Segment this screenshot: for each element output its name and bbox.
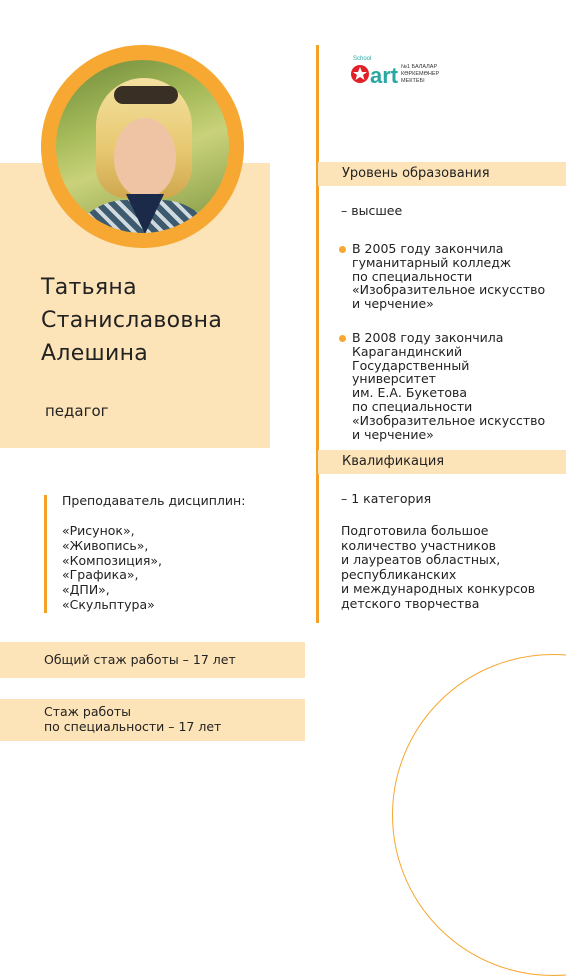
logo-art-text: art [370,63,399,88]
total-experience-text: Общий стаж работы – 17 лет [44,652,236,667]
school-logo [350,50,470,90]
qualification-header-label: Квалификация [342,454,445,469]
discipline-item: «ДПИ», [62,582,110,598]
name-line-first: Татьяна [41,275,137,300]
teacher-role: педагог [45,402,109,420]
discipline-item: «Скульптура» [62,596,155,612]
svg-text:КӨРКЕМӨНЕР: КӨРКЕМӨНЕР [401,71,440,77]
disciplines-list [62,524,162,613]
qualification-level: – 1 категория [341,491,432,506]
name-line-last: Алешина [41,341,149,366]
education-level: – высшее [341,203,403,218]
svg-text:№1 БАЛАЛАР: №1 БАЛАЛАР [401,64,438,70]
name-line-patronymic: Станиславовна [41,308,223,333]
disciplines-accent-line [44,495,47,613]
qualification-description: Подготовила большое количество участников и лауреатов областных, республиканских и международных конкурсов детского творчества [341,523,536,611]
discipline-item: «Живопись», [62,537,149,553]
specialty-experience-bar [0,699,305,741]
decorative-arc [392,654,566,976]
education-item: В 2008 году закончила Карагандинский Государственный университет им. Е.А. Букетова по специальности «Изобразительное искусство и черчение» [352,330,546,442]
total-experience-bar [0,642,305,678]
bullet-icon [339,335,346,342]
education-item: В 2005 году закончила гуманитарный колледж по специальности «Изобразительное искусство и черчение» [352,241,546,312]
discipline-item: «Рисунок», [62,523,135,538]
qualification-header [318,450,566,474]
svg-text:МЕКТЕБІ: МЕКТЕБІ [401,78,425,84]
discipline-item: «Графика», [62,567,139,583]
discipline-item: «Композиция», [62,552,162,568]
school-logo-mark [350,50,470,90]
disciplines-title: Преподаватель дисциплин: [62,493,246,508]
teacher-name [41,271,261,370]
education-header [318,162,566,186]
right-accent-line [316,45,319,623]
education-header-label: Уровень образования [342,166,490,181]
bullet-icon [339,246,346,253]
specialty-experience-text: Стаж работы по специальности – 17 лет [44,704,222,734]
logo-school-text: School [353,56,372,62]
teacher-photo [56,60,229,233]
